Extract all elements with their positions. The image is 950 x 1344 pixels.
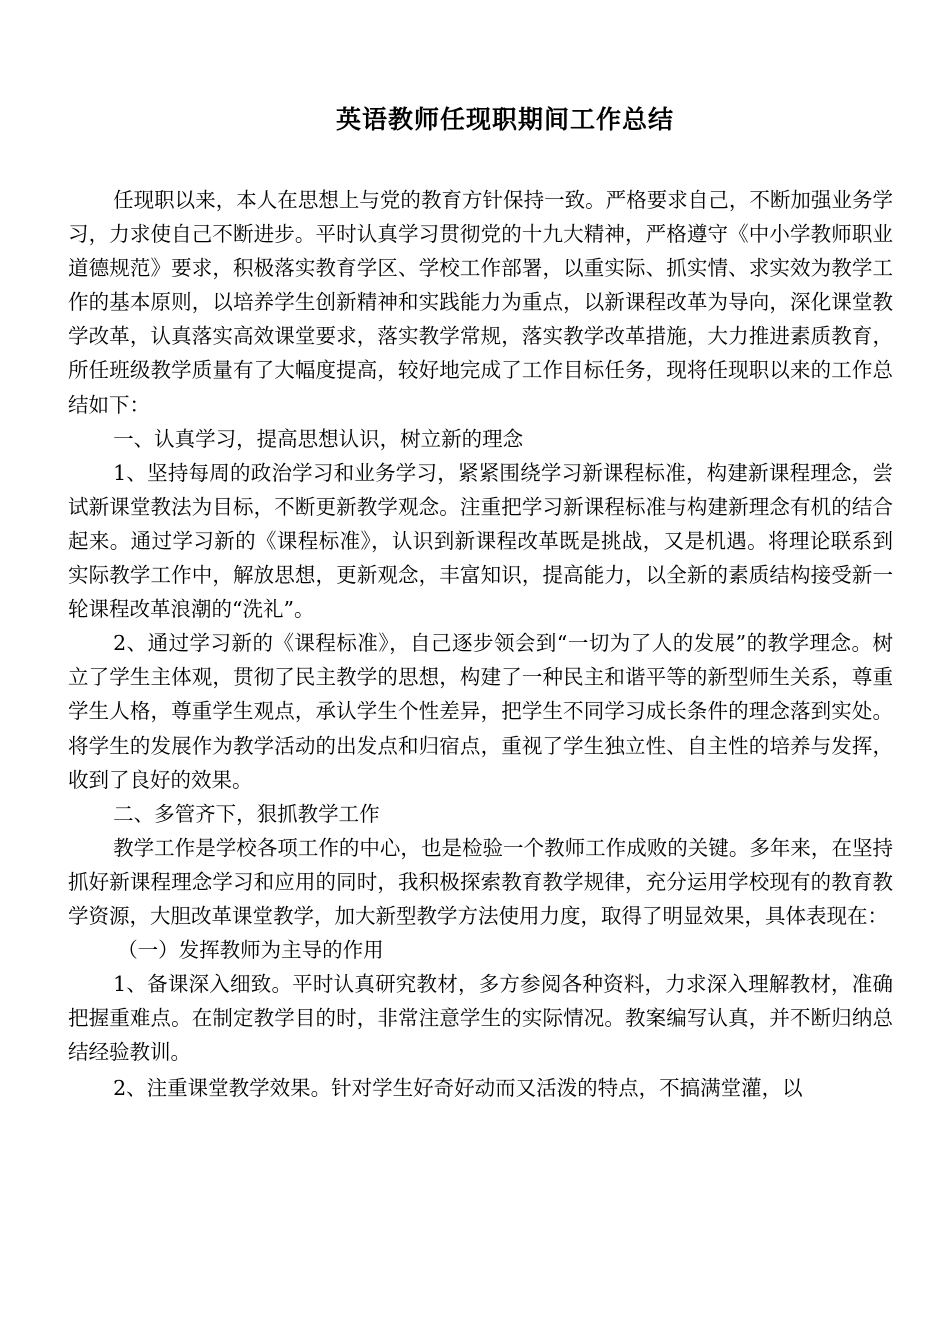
document-body (68, 183, 893, 1106)
section-heading-1: 一、认真学习，提高思想认识，树立新的理念 (113, 426, 524, 451)
paragraph-2-1-2: 2、注重课堂教学效果。针对学生好奇好动而又活泼的特点，不搞满堂灌，以 (113, 1076, 803, 1101)
document-title: 英语教师任现职期间工作总结 (335, 105, 674, 134)
paragraph-1-1: 1、坚持每周的政治学习和业务学习，紧紧围绕学习新课程标准，构建新课程理念，尝试新课堂教法为目标，不断更新教学观念。注重把学习新课程标准与构建新理念有机的结合起来。通过学习新的《课程标准》，认识到新课程改革既是挑战，又是机遇。将理论联系到实际教学工作中，解放思想，更新观念，丰富知识，提高能力，以全新的素质结构接受新一轮课程改革浪潮的“洗礼”。 (68, 460, 893, 622)
section-heading-2: 二、多管齐下，狠抓教学工作 (113, 801, 380, 826)
paragraph-2-1-1: 1、备课深入细致。平时认真研究教材，多方参阅各种资料，力求深入理解教材，准确把握重难点。在制定教学目的时，非常注意学生的实际情况。教案编写认真，并不断归纳总结经验教训。 (68, 972, 893, 1065)
paragraph-1-2: 2、通过学习新的《课程标准》，自己逐步领会到“一切为了人的发展”的教学理念。树立了学生主体观，贯彻了民主教学的思想，构建了一种民主和谐平等的新型师生关系，尊重学生人格，尊重学生观点，承认学生个性差异，把学生不同学习成长条件的理念落到实处。将学生的发展作为教学活动的出发点和归宿点，重视了学生独立性、自主性的培养与发挥，收到了良好的效果。 (68, 631, 893, 792)
intro-paragraph: 任现职以来，本人在思想上与党的教育方针保持一致。严格要求自己，不断加强业务学习，力求使自己不断进步。平时认真学习贯彻党的十九大精神，严格遵守《中小学教师职业道德规范》要求，积极落实教育学区、学校工作部署，以重实际、抓实情、求实效为教学工作的基本原则，以培养学生创新精神和实践能力为重点，以新课程改革为导向，深化课堂教学改革，认真落实高效课堂要求，落实教学常规，落实教学改革措施，大力推进素质教育，所任班级教学质量有了大幅度提高，较好地完成了工作目标任务，现将任现职以来的工作总结如下： (68, 188, 893, 417)
paragraph-2-intro: 教学工作是学校各项工作的中心，也是检验一个教师工作成败的关键。多年来，在坚持抓好新课程理念学习和应用的同时，我积极探索教育教学规律，充分运用学校现有的教育教学资源，大胆改革课堂教学，加大新型教学方法使用力度，取得了明显效果，具体表现在： (68, 835, 893, 928)
subsection-heading-2-1: （一）发挥教师为主导的作用 (117, 938, 384, 963)
